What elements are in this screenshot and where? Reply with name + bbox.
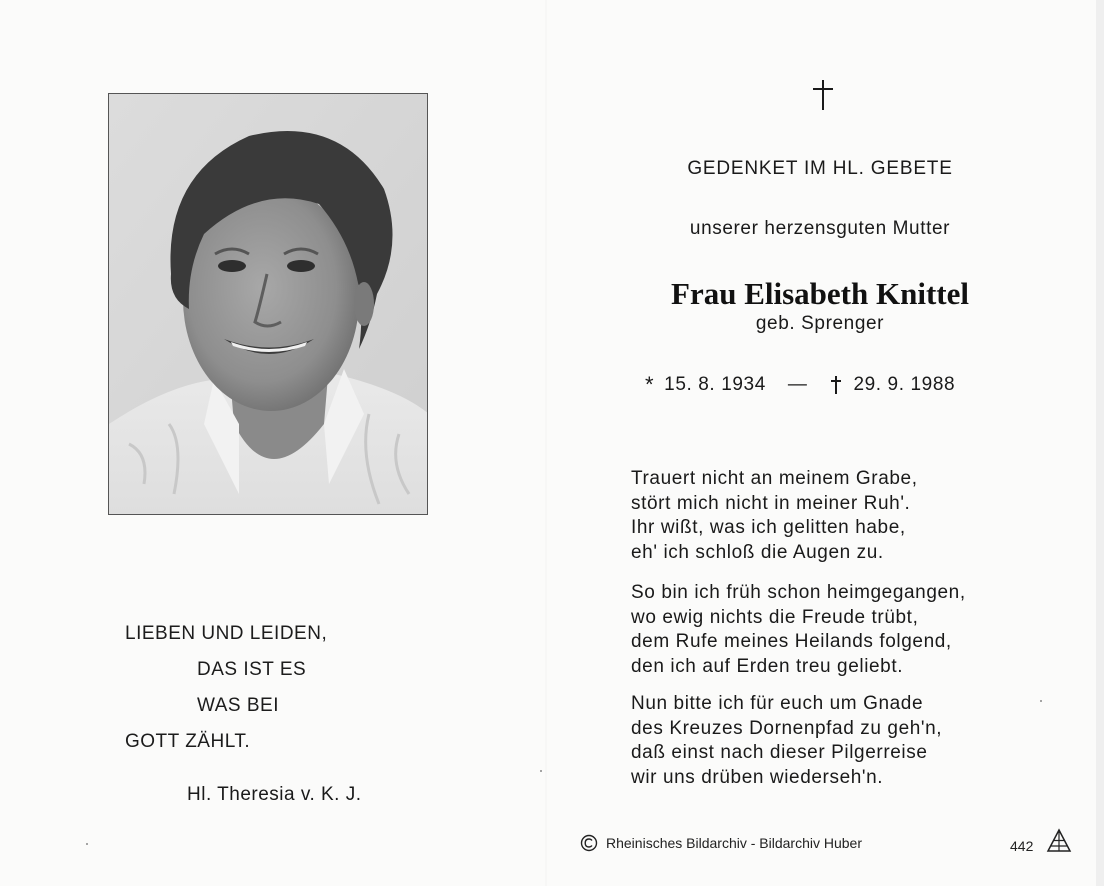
paper-speck [86,843,88,845]
verse-line-2: DAS IST ES [197,659,307,680]
poem-stanza-1 [631,467,918,565]
poem-line: So bin ich früh schon heimgegangen, [631,582,966,603]
poem-line: den ich auf Erden treu geliebt. [631,655,904,677]
publisher-credit [580,834,862,852]
verse-line-4: GOTT ZÄHLT. [125,731,251,752]
deceased-name: Frau Elisabeth Knittel [671,276,969,311]
poem-line: wo ewig nichts die Freude trübt, [631,606,919,628]
verse-attribution: Hl. Theresia v. K. J. [187,784,362,805]
birth-date: 15. 8. 1934 [664,374,766,395]
publisher-name: Rheinisches Bildarchiv - Bildarchiv Huber [606,835,862,851]
verse-line-3: WAS BEI [197,695,279,716]
birth-symbol: * [645,372,655,397]
card-number: 442 [1010,838,1034,854]
poem-line: des Kreuzes Dornenpfad zu geh'n, [631,717,943,739]
portrait-photo [108,93,428,515]
poem-stanza-2 [631,581,966,679]
card-heading: GEDENKET IM HL. GEBETE [687,158,953,179]
maiden-name: geb. Sprenger [755,313,885,334]
death-date: 29. 9. 1988 [853,374,956,395]
poem-line: eh' ich schloß die Augen zu. [631,541,884,563]
card-edge [1096,0,1104,886]
copyright-icon [580,834,598,852]
life-dates [645,372,955,398]
poem-line: Ihr wißt, was ich gelitten habe, [631,517,906,538]
poem-stanza-3 [631,692,942,790]
card-fold [545,0,547,886]
card-subheading: unserer herzensguten Mutter [689,218,951,239]
death-dagger-icon [829,375,843,395]
cross-icon [808,78,838,112]
poem-line: wir uns drüben wiederseh'n. [631,766,884,788]
poem-line: dem Rufe meines Heilands folgend, [631,631,952,652]
poem-line: Trauert nicht an meinem Grabe, [631,468,918,489]
paper-speck [540,770,542,772]
publisher-logo-icon [1046,828,1072,854]
date-separator: — [787,374,808,395]
poem-line: daß einst nach dieser Pilgerreise [631,742,928,763]
poem-line: stört mich nicht in meiner Ruh'. [631,492,911,514]
poem-line: Nun bitte ich für euch um Gnade [631,693,924,714]
verse-line-1: LIEBEN UND LEIDEN, [125,623,328,644]
paper-speck [1040,700,1042,702]
portrait-image [109,94,428,515]
